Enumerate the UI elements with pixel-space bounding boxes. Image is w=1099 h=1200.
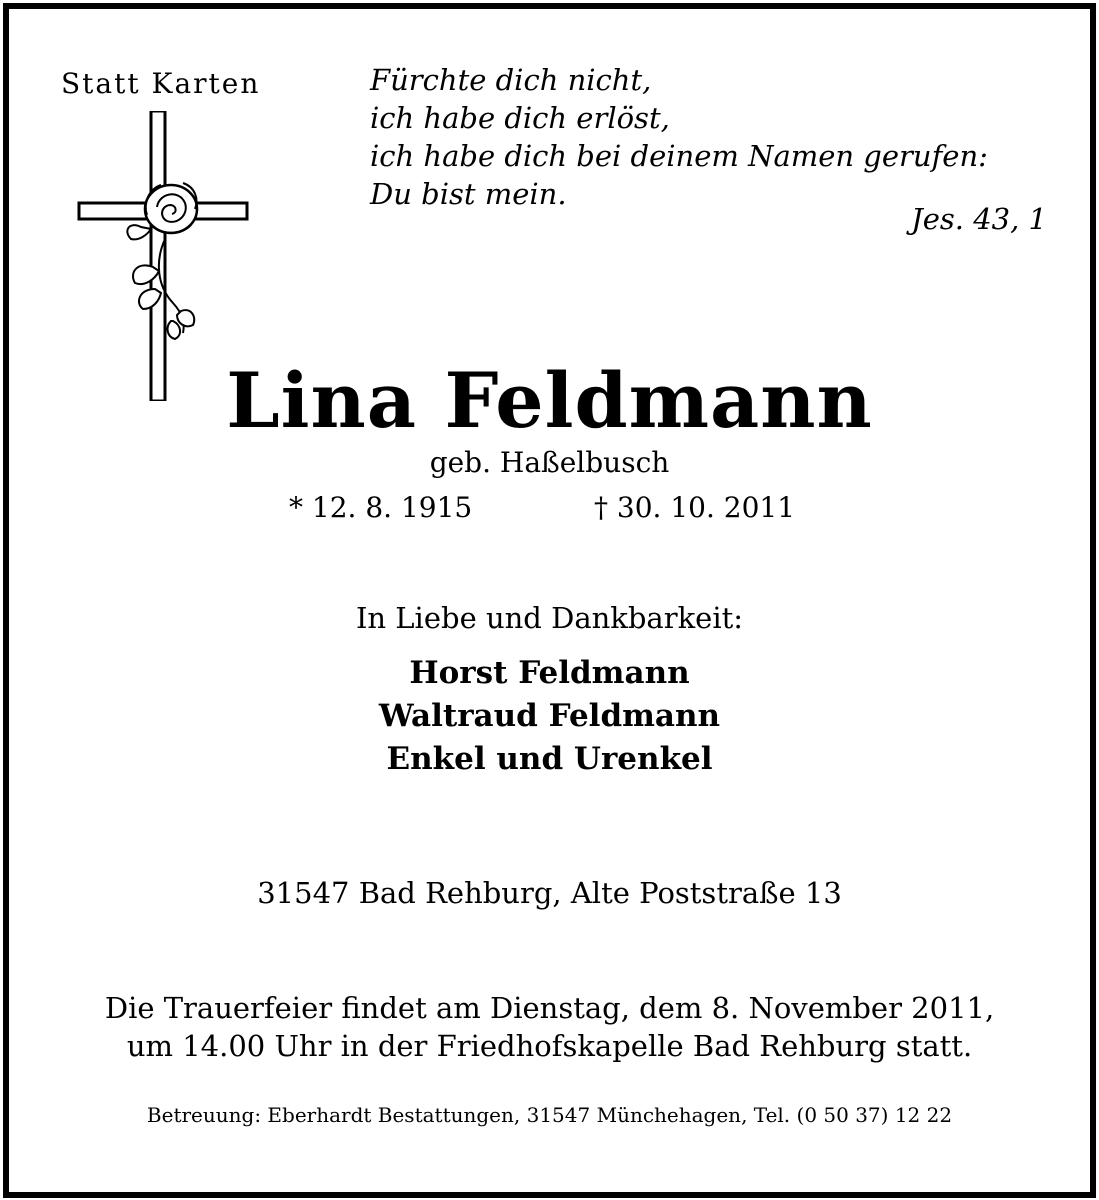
birth-name: geb. Haßelbusch bbox=[429, 446, 670, 479]
verse-reference: Jes. 43, 1 bbox=[911, 202, 1047, 236]
bible-verse bbox=[370, 61, 988, 213]
mourner-name: Horst Feldmann bbox=[409, 655, 690, 691]
life-dates bbox=[9, 491, 1090, 527]
verse-line: ich habe dich erlöst, bbox=[370, 101, 670, 135]
mourners-list bbox=[9, 652, 1090, 781]
undertaker-footer: Betreuung: Eberhardt Bestattungen, 31547 Münchehagen, Tel. (0 50 37) 12 22 bbox=[146, 1103, 953, 1127]
mourner-name: Enkel und Urenkel bbox=[386, 741, 713, 777]
deceased-name: Lina Feldmann bbox=[226, 356, 873, 445]
statt-karten-label: Statt Karten bbox=[61, 67, 261, 100]
service-line: Die Trauerfeier findet am Dienstag, dem 8. November 2011, bbox=[104, 991, 995, 1025]
birth-date: * 12. 8. 1915 bbox=[289, 491, 473, 524]
mourners-intro: In Liebe und Dankbarkeit: bbox=[355, 601, 744, 635]
verse-line: Du bist mein. bbox=[370, 177, 567, 211]
verse-line: Fürchte dich nicht, bbox=[370, 63, 652, 97]
obituary-notice bbox=[3, 3, 1096, 1198]
death-date: † 30. 10. 2011 bbox=[594, 491, 796, 524]
verse-line: ich habe dich bei deinem Namen gerufen: bbox=[370, 139, 988, 173]
family-address: 31547 Bad Rehburg, Alte Poststraße 13 bbox=[257, 876, 842, 910]
service-line: um 14.00 Uhr in der Friedhofskapelle Bad Rehburg statt. bbox=[126, 1029, 973, 1063]
funeral-service-info bbox=[9, 989, 1090, 1065]
mourner-name: Waltraud Feldmann bbox=[378, 698, 721, 734]
